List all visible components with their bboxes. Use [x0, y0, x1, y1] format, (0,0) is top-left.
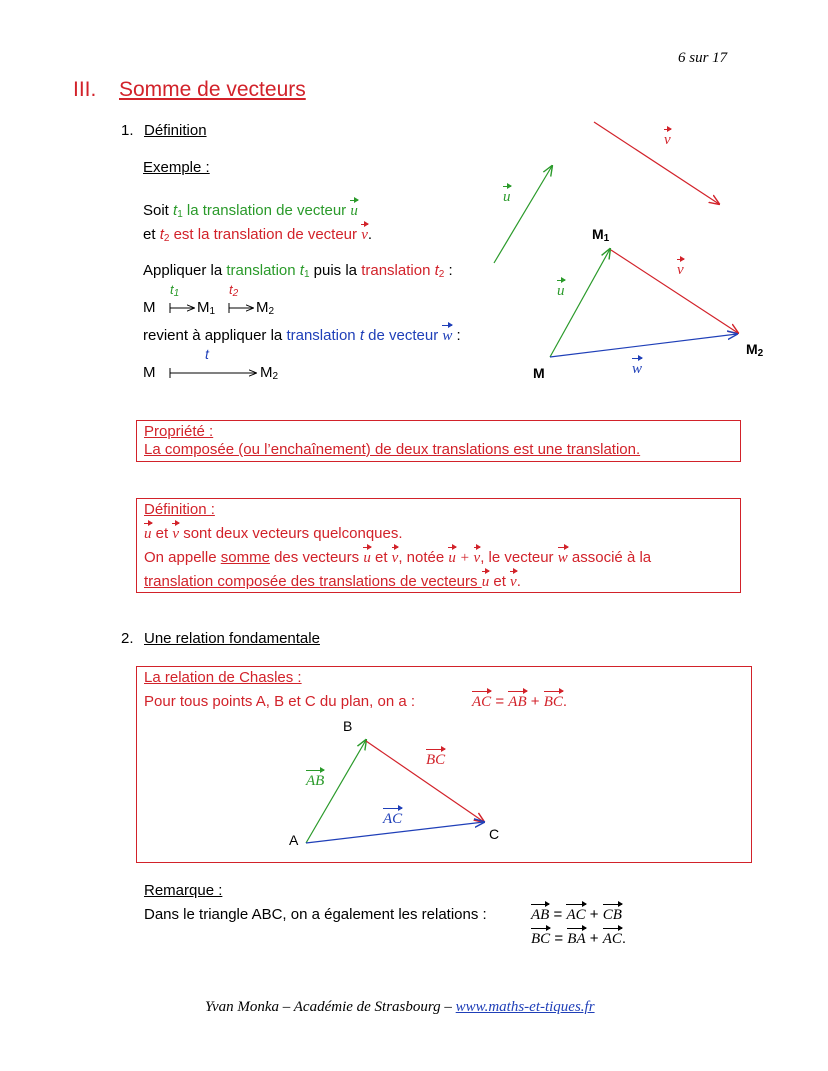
sub: 2 [438, 269, 445, 280]
vector-BC: BC [426, 752, 446, 768]
sub: 1 [173, 288, 180, 299]
vector-AB: AB [531, 907, 550, 923]
vector-AB [306, 740, 366, 843]
vector-AC [306, 822, 484, 843]
vector-u-free [494, 166, 552, 263]
text: et [143, 226, 160, 243]
sub: 2 [163, 233, 170, 244]
vector-AB: AB [508, 694, 527, 710]
fig1-M: M [533, 365, 545, 381]
remarque-text: Dans le triangle ABC, on a également les relations : [144, 906, 487, 923]
vector-AB: AB [306, 773, 325, 789]
vector-AC: AC [566, 907, 586, 923]
t: t [359, 327, 364, 344]
vector-BC [366, 741, 484, 822]
vector-v: v [677, 262, 684, 278]
vector-v: v [664, 132, 671, 148]
M: M [197, 299, 210, 316]
equals: = [550, 930, 568, 947]
footer-text: Yvan Monka – Académie de Strasbourg – [205, 999, 456, 1015]
sub: 1 [303, 269, 310, 280]
M: M [592, 226, 604, 242]
text: translation [286, 327, 360, 344]
map2-t-label: t [205, 346, 209, 362]
t1: t [299, 262, 304, 279]
vector-AC: AC [602, 931, 622, 947]
period: . [516, 573, 521, 590]
vector-BA: BA [567, 931, 586, 947]
text: des vecteurs [269, 549, 364, 566]
vector-AC: AC [472, 694, 492, 710]
vector-M1-M2 [611, 250, 738, 333]
text: puis la [309, 262, 362, 279]
t2: t [229, 282, 233, 297]
plus: + [526, 693, 544, 710]
text: , notée [398, 549, 449, 566]
vector-M-M1 [550, 249, 610, 357]
text: la translation de vecteur [182, 202, 351, 219]
mapsto-arrows [170, 303, 256, 378]
equals: = [491, 693, 509, 710]
vector-M-M2 [550, 334, 737, 357]
chasles-text: Pour tous points A, B et C du plan, on a : [144, 693, 416, 710]
equals: = [549, 906, 567, 923]
vector-v-free [594, 122, 719, 204]
map2-M: M [143, 364, 156, 381]
figure-1-vectors [494, 122, 738, 357]
text: sont deux vecteurs quelconques. [179, 525, 403, 542]
sub: 2 [757, 348, 764, 359]
exemple-title: Exemple : [143, 159, 210, 176]
vector-v: v [391, 550, 399, 566]
vector-v: v [361, 227, 368, 243]
period: . [621, 930, 627, 947]
text: translation composée des translations de vecteurs [144, 573, 482, 590]
text: de vecteur [363, 327, 443, 344]
vector-CB: CB [602, 907, 622, 923]
vector-u: u [350, 203, 358, 219]
remarque-title: Remarque : [144, 882, 223, 899]
period: . [367, 226, 373, 243]
vector-v: v [473, 550, 481, 566]
vector-w: w [442, 328, 453, 344]
vector-AC: AC [383, 811, 403, 827]
text: associé à la [567, 549, 652, 566]
vector-u: u [144, 526, 152, 542]
t2: t [434, 262, 439, 279]
plus: + [585, 906, 603, 923]
vector-BC: BC [531, 931, 551, 947]
sub: 2 [272, 371, 279, 382]
fig2-B: B [343, 718, 353, 734]
t2: t [159, 226, 164, 243]
sub: 2 [268, 306, 275, 317]
sub: 2 [232, 288, 239, 299]
section-number: III. [73, 78, 97, 101]
chasles-title: La relation de Chasles : [144, 669, 302, 686]
period: . [562, 693, 568, 710]
plus: + [455, 550, 474, 566]
text: et [489, 573, 511, 590]
vector-u: u [503, 189, 511, 205]
footer-link[interactable]: www.maths-et-tiques.fr [455, 999, 595, 1015]
text: On appelle [144, 549, 221, 566]
propriete-text: La composée (ou l’enchaînement) de deux translations est une translation. [144, 441, 641, 458]
subsection-title: Définition [144, 122, 207, 139]
M: M [260, 364, 273, 381]
sub: 1 [209, 306, 216, 317]
text: , le vecteur [480, 549, 558, 566]
subsection-2-number: 2. [121, 630, 134, 647]
M: M [256, 299, 269, 316]
text: revient à appliquer la [143, 327, 287, 344]
vector-w: w [557, 550, 568, 566]
sub: 1 [177, 209, 183, 220]
M: M [746, 341, 758, 357]
t1: t [170, 282, 174, 297]
page-number: 6 sur 17 [678, 50, 728, 66]
sub: 1 [603, 233, 610, 244]
fig2-C: C [489, 826, 500, 842]
vector-BC: BC [543, 694, 563, 710]
vector-u: u [481, 574, 490, 590]
text: : [452, 327, 461, 344]
section-title: Somme de vecteurs [119, 78, 306, 101]
t1: t [173, 202, 178, 219]
text: et [151, 525, 173, 542]
definition-title: Définition : [144, 501, 215, 518]
somme: somme [220, 549, 270, 566]
fig2-A: A [289, 832, 299, 848]
subsection-number: 1. [121, 122, 134, 139]
vector-w: w [632, 361, 643, 377]
text: est la translation de vecteur [169, 226, 362, 243]
plus: + [585, 930, 603, 947]
text: Appliquer la [143, 262, 227, 279]
text: translation [226, 262, 300, 279]
text: Soit [143, 202, 174, 219]
vector-v: v [172, 526, 180, 542]
text: : [444, 262, 453, 279]
text: et [370, 549, 392, 566]
vector-u: u [557, 283, 565, 299]
text: translation [361, 262, 435, 279]
vector-v: v [510, 574, 517, 590]
propriete-title: Propriété : [144, 423, 214, 440]
figure-2-triangle [306, 740, 484, 843]
map-M: M [143, 299, 156, 316]
vector-u: u [448, 550, 456, 566]
subsection-2-title: Une relation fondamentale [144, 630, 320, 647]
vector-u: u [363, 550, 371, 566]
